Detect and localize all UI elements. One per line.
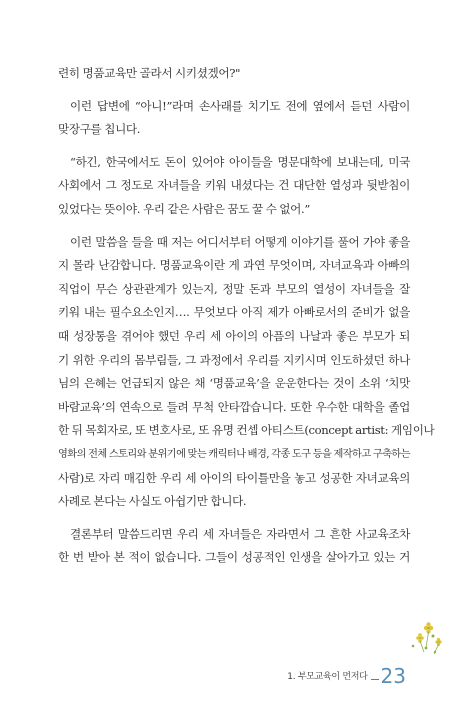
body-line: 련히 명품교육만 골라서 시키셨겠어?" <box>58 66 241 80</box>
body-line: 기 위한 우리의 몸부림들, 그 과정에서 우리를 지키시며 인도하셨던 하나 <box>58 352 410 367</box>
body-line: 한 번 받아 본 적이 없습니다. 그들이 성공적인 인생을 살아가고 있는 거 <box>58 550 410 565</box>
body-text <box>58 62 435 570</box>
body-line: 사회에서 그 정도로 자녀들을 키워 내셨다는 건 대단한 열성과 뒷받침이 <box>58 178 410 193</box>
body-line: 영화의 전체 스토리와 분위기에 맞는 캐릭터나 배경, 각종 도구 등을 제작하고 구축하는 <box>58 448 410 460</box>
body-line: 이런 말씀을 들을 때 저는 어디서부터 어떻게 이야기를 풀어 가야 좋을 <box>70 234 410 249</box>
running-head-separator <box>371 679 379 680</box>
body-line: 이런 답변에 “아니!”라며 손사래를 치기도 전에 옆에서 듣던 사람이 <box>70 98 410 113</box>
body-line: 키워 내는 필수요소인지…. 무엇보다 아직 제가 아빠로서의 준비가 없을 <box>58 305 410 320</box>
page-number: 23 <box>380 664 406 688</box>
body-line: 결론부터 말씀드리면 우리 세 자녀들은 자라면서 그 흔한 사교육조차 <box>70 526 410 541</box>
body-line: 직업이 무슨 상관관계가 있는지, 정말 돈과 부모의 열성이 자녀들을 잘 <box>58 281 410 296</box>
body-line: 때 성장통을 겪어야 했던 우리 세 아이의 아픔의 나날과 좋은 부모가 되 <box>58 328 410 343</box>
body-line: 사례로 본다는 사실도 아쉽기만 합니다. <box>58 494 247 509</box>
body-line: 사람)로 자리 매김한 우리 세 아이의 타이틀만을 놓고 성공한 자녀교육의 <box>58 470 410 485</box>
body-line: 지 몰라 난감합니다. 명품교육이란 게 과연 무엇이며, 자녀교육과 아빠의 <box>58 258 410 273</box>
body-line: 바람교육’의 연속으로 들려 무척 안타깝습니다. 또한 우수한 대학을 졸업 <box>58 399 410 414</box>
running-head: 1. 부모교육이 먼저다 <box>287 672 368 682</box>
body-line: 맞장구를 칩니다. <box>58 122 141 137</box>
body-line: 님의 은혜는 언급되지 않은 채 ‘명품교육’을 운운한다는 것이 소위 ‘치맛 <box>58 376 410 391</box>
body-line: 있었다는 뜻이야. 우리 같은 사람은 꿈도 꿀 수 없어.” <box>58 201 310 216</box>
flower-sprig-icon <box>404 622 444 662</box>
body-line: 한 뒤 목회자로, 또 변호사로, 또 유명 컨셉 아티스트(concept artist: 게임이나 <box>58 423 435 438</box>
page-footer <box>287 662 406 686</box>
body-line: “하긴, 한국에서도 돈이 있어야 아이들을 명문대학에 보내는데, 미국 <box>70 154 410 169</box>
